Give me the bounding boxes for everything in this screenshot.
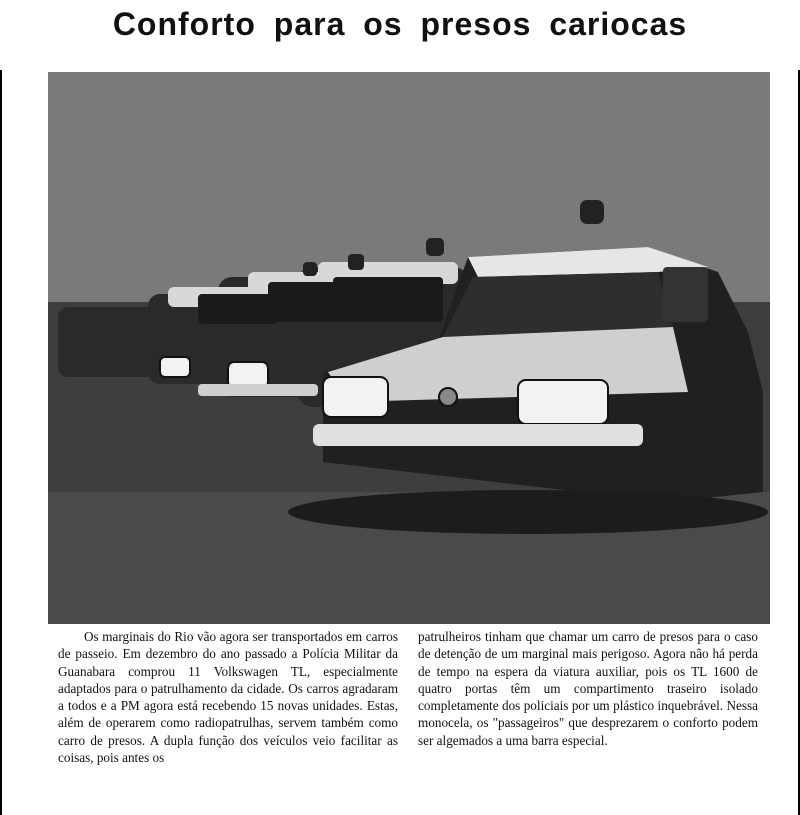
page-border-left [0,70,2,815]
article-column-left [58,628,398,766]
article-body [58,628,778,766]
police-cars-photo [48,72,770,624]
headline: Conforto para os presos cariocas [112,6,688,42]
article-paragraph-right: patrulheiros tinham que chamar um carro de presos para o caso de detenção de um marginal mais perigoso. Agora não há perda de tempo na espera da viatura auxiliar, pois os TL 1600 de quatro portas têm um compartimento traseiro isolado completamente dos policiais por um plástico inquebrável. Nessa monocela, os "passageiros" que desprezarem o conforto podem ser algemados a uma barra especial. [418,629,758,748]
article-column-right [418,628,758,766]
article-paragraph-left: Os marginais do Rio vão agora ser transportados em carros de passeio. Em dezembro do ano passado a Polícia Militar da Guanabara comprou 11 Volkswagen TL, especialmente adaptados para o patrulhamento da cidade. Os carros agradaram a todos e a PM agora está recebendo 15 novas unidades. Estas, além de operarem como radiopatrulhas, servem também como carro de presos. A dupla função dos veículos veio facilitar as coisas, pois antes os [58,629,398,766]
